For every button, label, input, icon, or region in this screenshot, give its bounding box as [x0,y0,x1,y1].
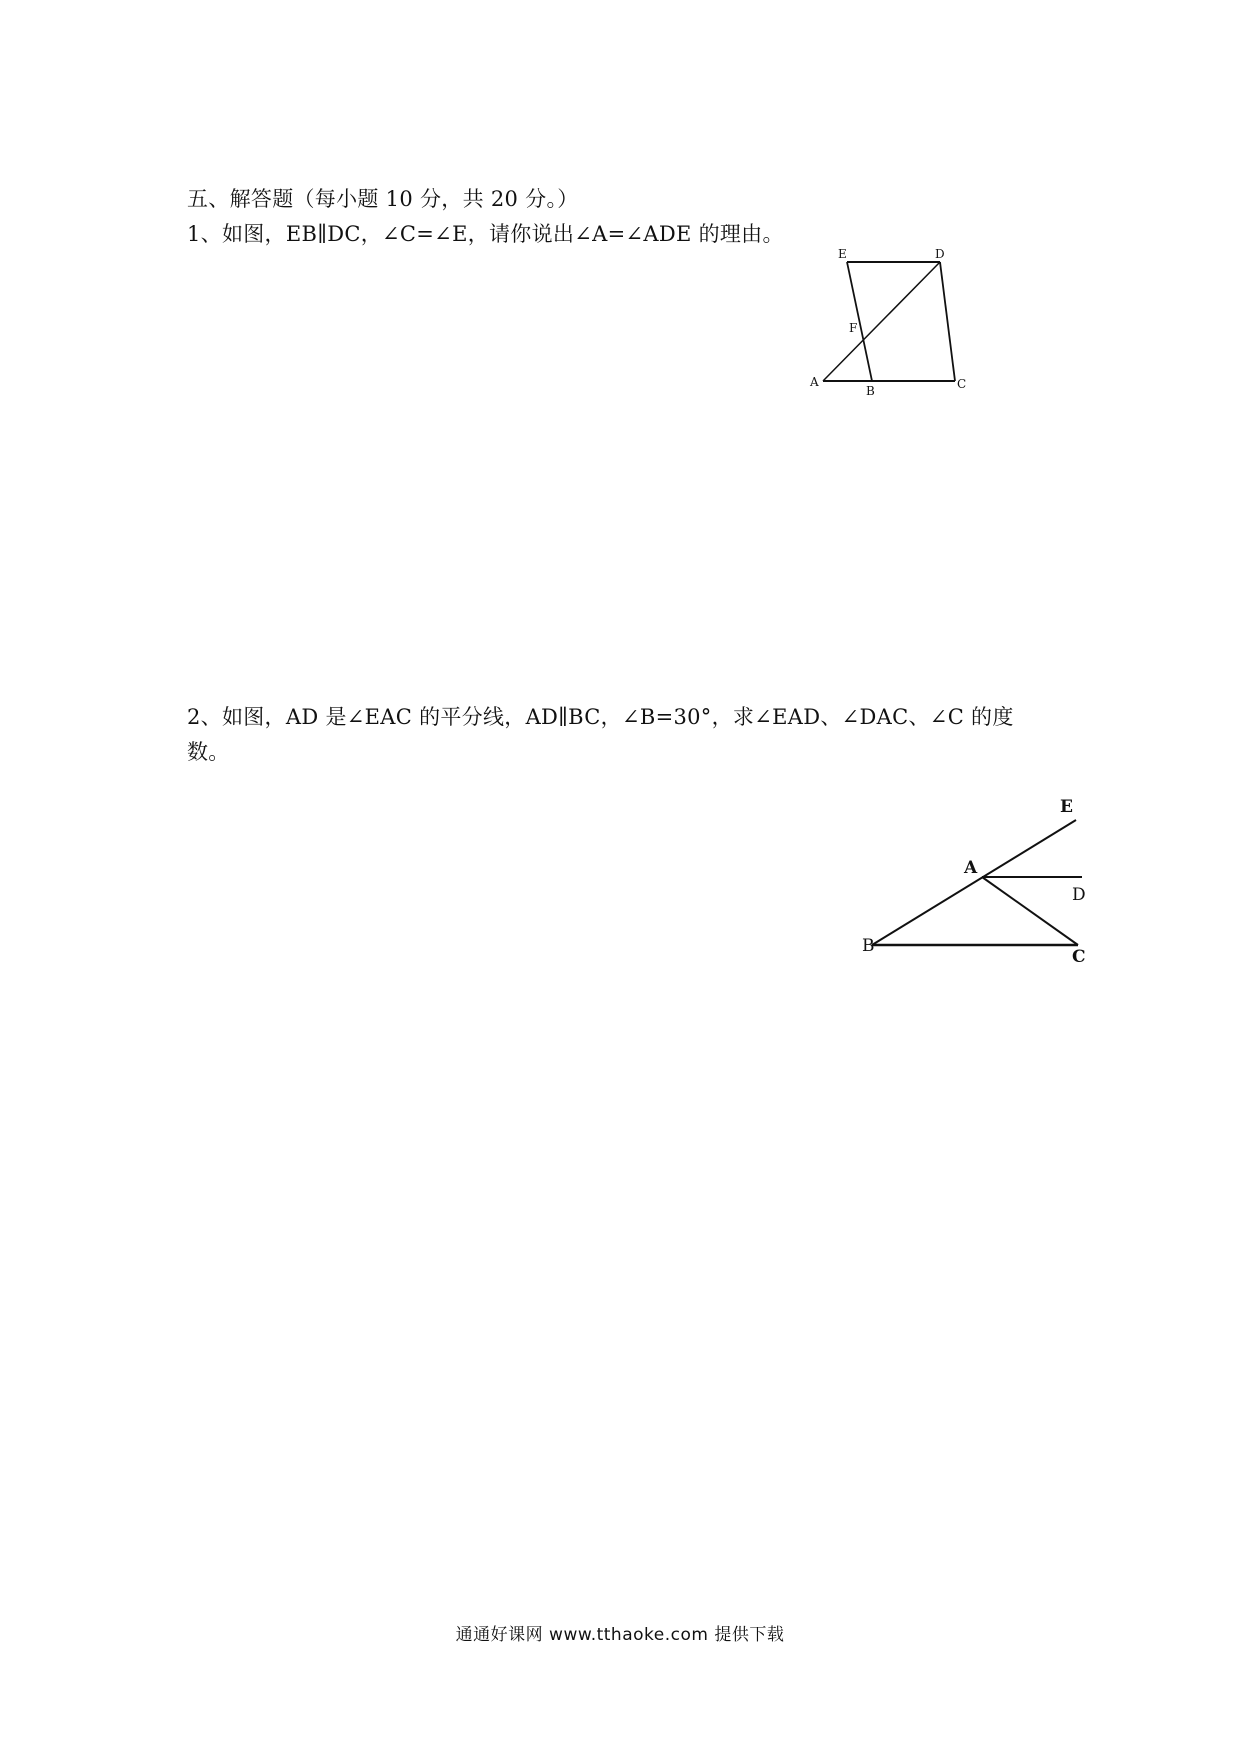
question-1-figure [795,240,995,400]
figure-1-label-d: D [935,247,945,261]
figure-2-label-d: D [1072,885,1086,905]
figure-2-label-e: E [1060,797,1073,817]
segment-AC [982,877,1078,945]
figure-1-label-e: E [838,247,847,261]
figure-1-label-f: F [849,321,858,335]
segment-BE [872,820,1076,945]
figure-2-label-b: B [862,936,875,956]
section-heading: 五、解答题（每小题 10 分，共 20 分。） [187,187,579,211]
figure-1-label-c: C [957,377,967,391]
segment-DC [940,262,955,381]
question-2-text-line-2: 数。 [187,740,230,764]
page-footer: 通通好课网 www.tthaoke.com 提供下载 [455,1625,785,1645]
figure-1-label-b: B [866,384,875,398]
segment-AD [823,262,940,381]
question-2-figure [850,790,1110,980]
figure-2-label-a: A [964,858,978,878]
figure-2-label-c: C [1072,947,1086,967]
figure-1-label-a: A [810,375,819,389]
question-1-text: 1、如图，EB∥DC，∠C=∠E，请你说出∠A=∠ADE 的理由。 [187,222,784,246]
question-2-text-line-1: 2、如图，AD 是∠EAC 的平分线，AD∥BC，∠B=30°，求∠EAD、∠DAC、∠C 的度 [187,705,1014,729]
